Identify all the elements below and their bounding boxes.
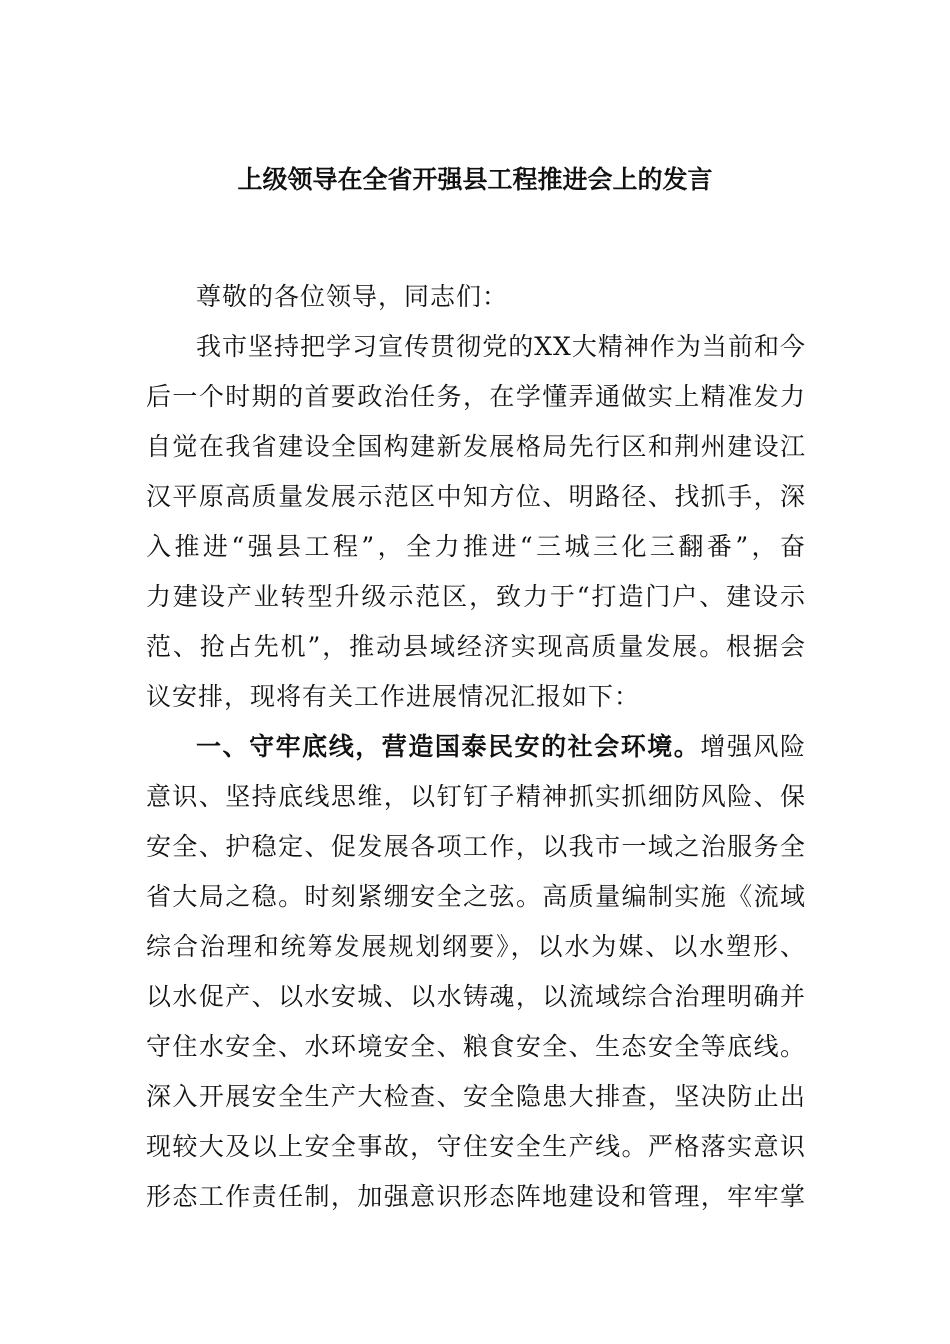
paragraph-line: 汉平原高质量发展示范区中知方位、明路径、找抓手，深 bbox=[146, 482, 806, 511]
paragraph-line: 范、抢占先机”，推动县域经济实现高质量发展。根据会 bbox=[146, 632, 806, 661]
section-line: 守住水安全、水环境安全、粮食安全、生态安全等底线。 bbox=[146, 1032, 806, 1061]
section-line: 省大局之稳。时刻紧绷安全之弦。高质量编制实施《流域 bbox=[146, 882, 806, 911]
section-line: 以水促产、以水安城、以水铸魂，以流域综合治理明确并 bbox=[146, 982, 806, 1011]
section-line: 综合治理和统筹发展规划纲要》，以水为媒、以水塑形、 bbox=[146, 932, 806, 961]
paragraph-line: 入推进“强县工程”，全力推进“三城三化三翻番”，奋 bbox=[146, 532, 806, 561]
section-line: 现较大及以上安全事故，守住安全生产线。严格落实意识 bbox=[146, 1132, 806, 1161]
paragraph-line: 力建设产业转型升级示范区，致力于“打造门户、建设示 bbox=[146, 582, 806, 611]
section-heading-rest: 增强风险 bbox=[700, 732, 806, 761]
paragraph-line: 议安排，现将有关工作进展情况汇报如下： bbox=[146, 682, 641, 711]
paragraph-line: 自觉在我省建设全国构建新发展格局先行区和荆州建设江 bbox=[146, 432, 806, 461]
section-line: 深入开展安全生产大检查、安全隐患大排查，坚决防止出 bbox=[146, 1082, 806, 1111]
section-heading: 一、守牢底线，营造国泰民安的社会环境。 bbox=[196, 732, 701, 761]
salutation: 尊敬的各位领导，同志们： bbox=[196, 282, 509, 311]
section-line: 意识、坚持底线思维，以钉钉子精神抓实抓细防风险、保 bbox=[146, 782, 806, 811]
paragraph-line: 我市坚持把学习宣传贯彻党的XX大精神作为当前和今 bbox=[196, 332, 806, 361]
document-title: 上级领导在全省开强县工程推进会上的发言 bbox=[237, 165, 713, 194]
section-line: 安全、护稳定、促发展各项工作，以我市一域之治服务全 bbox=[146, 832, 806, 861]
section-line: 形态工作责任制，加强意识形态阵地建设和管理，牢牢掌 bbox=[146, 1182, 806, 1211]
section-first-line bbox=[196, 722, 806, 772]
paragraph-line: 后一个时期的首要政治任务，在学懂弄通做实上精准发力 bbox=[146, 382, 806, 411]
